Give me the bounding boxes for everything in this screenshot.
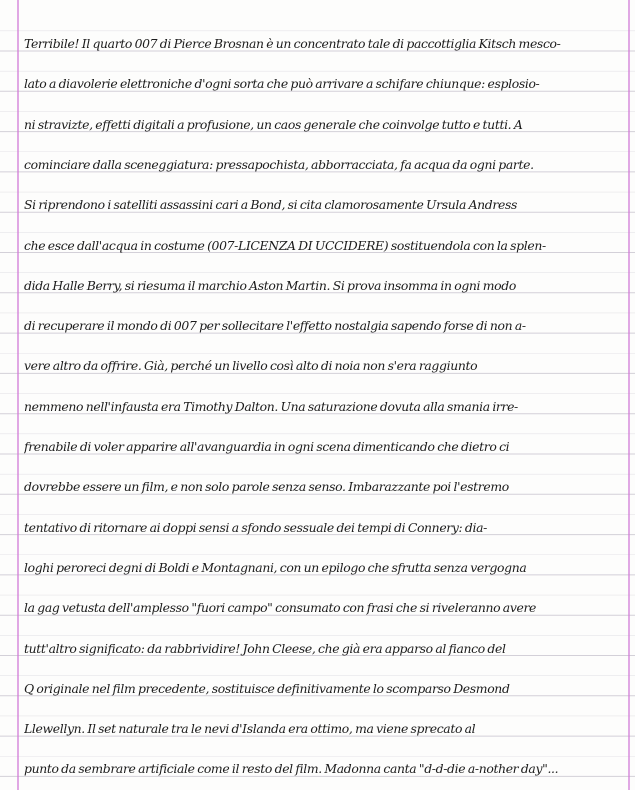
text-line: vere altro da offrire. Già, perché un livello così alto di noia non s'era raggiunto [24,358,478,374]
text-line: di recuperare il mondo di 007 per sollecitare l'effetto nostalgia sapendo forse di non a- [24,318,526,334]
text-line: dovrebbe essere un film, e non solo parole senza senso. Imbarazzante poi l'estremo [24,479,509,495]
text-line: ni stravizte, effetti digitali a profusione, un caos generale che coinvolge tutto e tutti. A [24,116,523,132]
text-line: Q originale nel film precedente, sostituisce definitivamente lo scomparso Desmond [24,680,510,696]
text-line: lato a diavolerie elettroniche d'ogni sorta che può arrivare a schifare chiunque: esplosio- [24,76,540,92]
text-line: tentativo di ritornare ai doppi sensi a sfondo sessuale dei tempi di Connery: dia- [24,519,488,535]
text-line: frenabile di voler apparire all'avanguardia in ogni scena dimenticando che dietro ci [24,439,510,454]
text-line: la gag vetusta dell'amplesso "fuori campo" consumato con frasi che si riveleranno avere [24,600,537,616]
text-line: punto da sembrare artificiale come il resto del film. Madonna canta "d-d-die a-nother day"... [24,761,559,777]
text-line: dida Halle Berry, si riesuma il marchio Aston Martin. Si prova insomma in ogni modo [24,277,516,293]
text-line: nemmeno nell'infausta era Timothy Dalton. Una saturazione dovuta alla smania irre- [24,398,518,414]
text-line: che esce dall'acqua in costume (007-LICENZA DI UCCIDERE) sostituendola con la splen- [24,237,546,253]
text-line: loghi peroreci degni di Boldi e Montagnani, con un epilogo che sfrutta senza vergogna [24,559,527,575]
text-line: Llewellyn. Il set naturale tra le nevi d'Islanda era ottimo, ma viene sprecato al [24,721,476,737]
text-line: Si riprendono i satelliti assassini cari a Bond, si cita clamorosamente Ursula Andress [24,197,517,213]
text-line: Terribile! Il quarto 007 di Pierce Brosnan è un concentrato tale di paccottiglia Kitsch mesco- [24,36,561,51]
text-line: tutt'altro significato: da rabbrividire! John Cleese, che già era apparso al fianco del [24,640,506,656]
text-line: cominciare dalla sceneggiatura: pressapochista, abborracciata, fa acqua da ogni parte. [24,156,534,172]
